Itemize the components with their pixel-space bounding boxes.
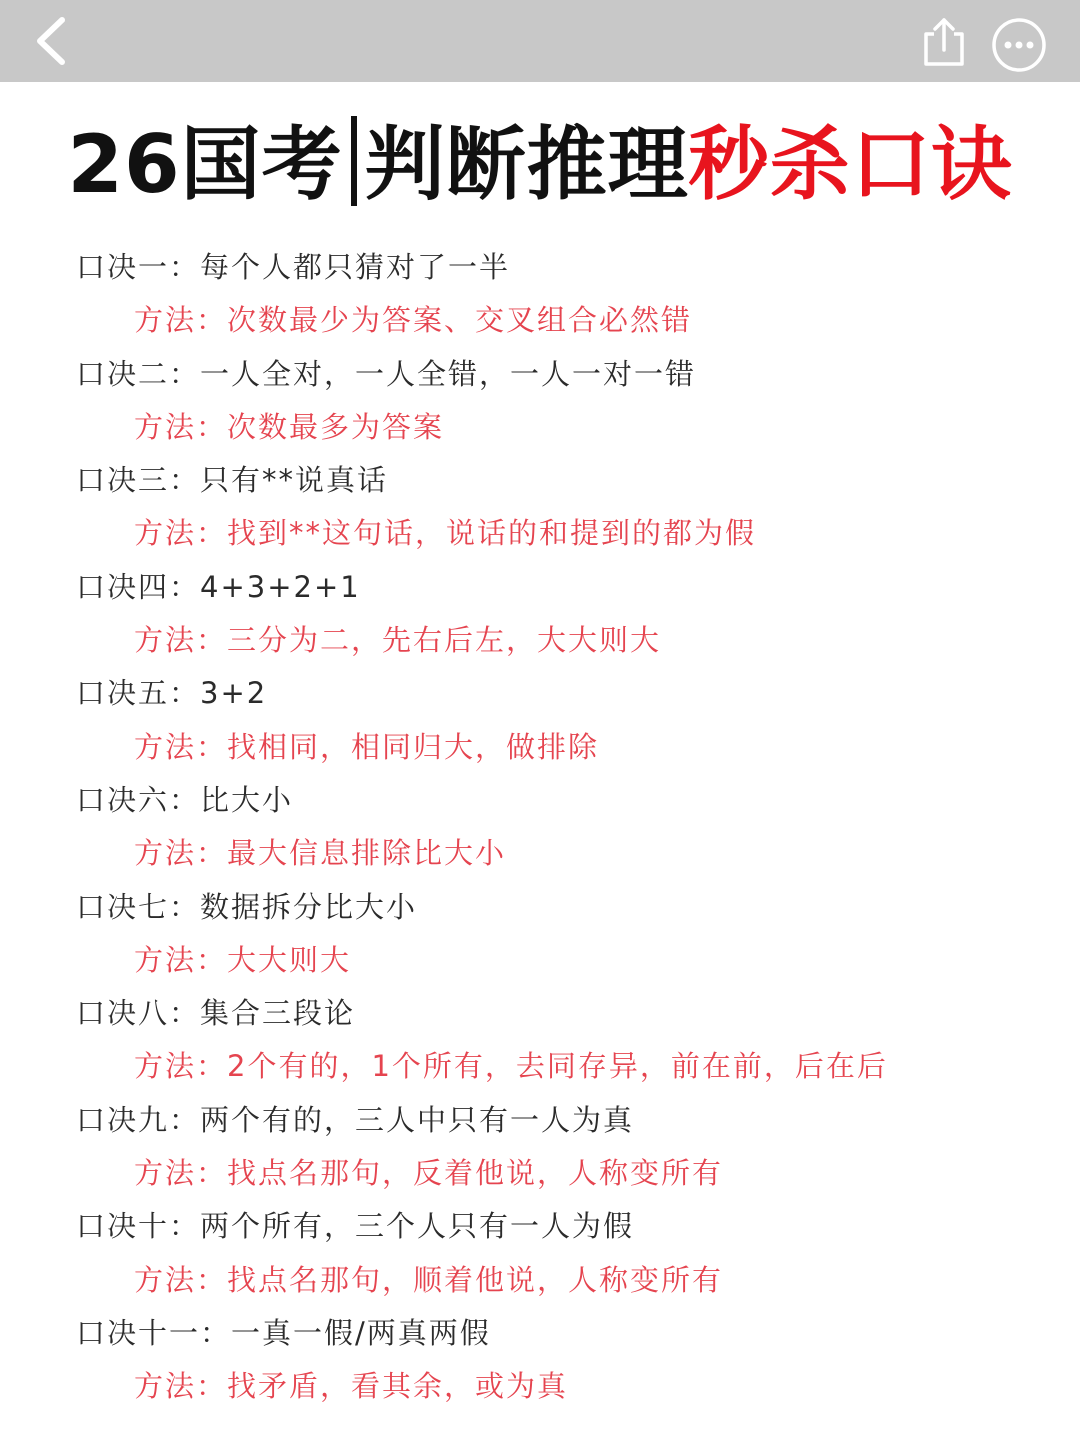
formula-question-2: 口决二：一人全对，一人全错，一人一对一错 [76, 356, 697, 391]
share-button[interactable] [918, 14, 970, 68]
formula-question-10: 口决十：两个所有，三个人只有一人为假 [76, 1209, 635, 1244]
title-exam-name: 26国考 [67, 118, 343, 211]
page-title [0, 110, 1080, 220]
formula-question-6: 口决六：比大小 [76, 782, 294, 817]
formula-method-8: 方法：2个有的，1个所有，去同存异，前在前，后在后 [134, 1049, 888, 1084]
formula-method-6: 方法：最大信息排除比大小 [134, 836, 507, 871]
formula-question-11: 口决十一：一真一假/两真两假 [76, 1315, 491, 1350]
top-navigation-bar [0, 0, 1080, 82]
formula-method-4: 方法：三分为二，先右后左，大大则大 [134, 623, 662, 658]
formula-method-1: 方法：次数最少为答案、交叉组合必然错 [134, 303, 693, 338]
formula-method-3: 方法：找到**这句话，说话的和提到的都为假 [134, 516, 757, 551]
formula-method-7: 方法：大大则大 [134, 942, 352, 977]
title-subject: 判断推理 [364, 118, 689, 211]
formula-question-9: 口决九：两个有的，三人中只有一人为真 [76, 1102, 635, 1137]
formula-list [0, 241, 1080, 1414]
title-highlight: 秒杀口诀 [688, 118, 1013, 211]
formula-method-10: 方法：找点名那句，顺着他说，人称变所有 [134, 1262, 724, 1297]
formula-method-9: 方法：找点名那句，反着他说，人称变所有 [134, 1156, 724, 1191]
formula-question-8: 口决八：集合三段论 [76, 996, 356, 1031]
chevron-left-icon [30, 14, 80, 68]
title-divider [351, 116, 357, 206]
formula-method-11: 方法：找矛盾，看其余，或为真 [134, 1369, 569, 1404]
formula-question-5: 口决五：3+2 [76, 676, 268, 711]
formula-question-7: 口决七：数据拆分比大小 [76, 889, 418, 924]
share-icon [918, 14, 970, 68]
more-horizontal-icon [990, 16, 1048, 74]
formula-question-1: 口决一：每个人都只猜对了一半 [76, 250, 511, 284]
formula-method-2: 方法：次数最多为答案 [134, 409, 445, 444]
formula-question-3: 口决三：只有**说真话 [76, 463, 389, 498]
formula-method-5: 方法：找相同，相同归大，做排除 [134, 729, 600, 764]
back-button[interactable] [30, 14, 80, 68]
formula-question-4: 口决四：4+3+2+1 [76, 569, 361, 604]
more-options-button[interactable] [990, 16, 1048, 74]
